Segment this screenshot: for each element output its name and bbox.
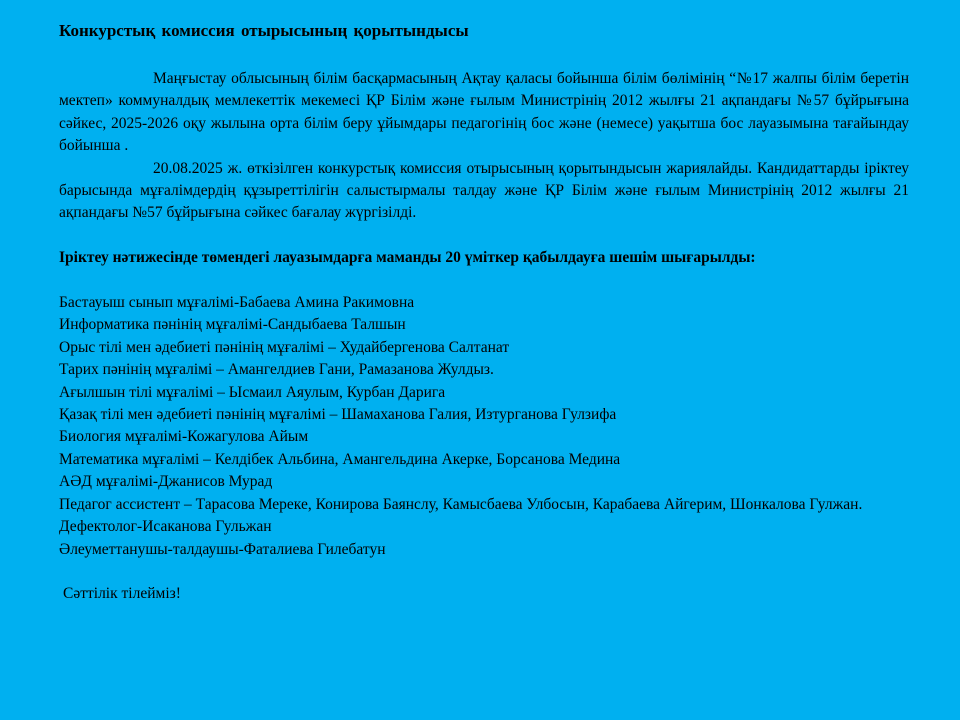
list-item: Бастауыш сынып мұғалімі-Бабаева Амина Ракимовна bbox=[59, 294, 415, 312]
list-item: Информатика пәнінің мұғалімі-Сандыбаева Талшын bbox=[59, 316, 406, 334]
list-item: Математика мұғалімі – Келдібек Альбина, Амангельдина Акерке, Борсанова Медина bbox=[59, 450, 621, 468]
decision-statement: Іріктеу нәтижесінде төмендегі лауазымдарға маманды 20 үміткер қабылдауға шешім шығарылды: bbox=[59, 249, 756, 267]
appointment-list bbox=[59, 292, 909, 561]
announcement-paragraph: 20.08.2025 ж. өткізілген конкурстық комиссия отырысының қорытындысын жариялайды. Кандидаттарды іріктеу барысында мұғалімдердің құзыреттілігін салыстырмалы талдау және ҚР Білім және ғылым Министрінің 2012 жылғы 21 ақпандағы №57 бұйрығына сәйкес бағалау жүргізілді. bbox=[59, 159, 909, 222]
spacer bbox=[59, 225, 909, 247]
list-item: АӘД мұғалімі-Джанисов Мурад bbox=[59, 473, 273, 491]
list-item: Тарих пәнінің мұғалімі – Амангелдиев Гани, Рамазанова Жулдыз. bbox=[59, 361, 494, 379]
document-body bbox=[59, 68, 909, 606]
list-item: Дефектолог-Исаканова Гульжан bbox=[59, 518, 272, 536]
list-item: Қазақ тілі мен әдебиеті пәнінің мұғалімі – Шамаханова Галия, Изтурганова Гулзифа bbox=[59, 406, 617, 424]
intro-paragraph: Маңғыстау облысының білім басқармасының Ақтау қаласы бойынша білім бөлімінің “№17 жалпы білім беретін мектеп» коммуналдық мемлекеттік мекемесі ҚР Білім және ғылым Министрінің 2012 жылғы 21 ақпандағы №57 бұйрығына сәйкес, 2025-2026 оқу жылына орта білім беру ұйымдары педагогінің бос және (немесе) уақытша бос лауазымына тағайындау бойынша . bbox=[59, 70, 909, 155]
spacer bbox=[59, 270, 909, 292]
document-title: Конкурстық комиссия отырысының қорытындысы bbox=[59, 21, 469, 40]
list-item: Орыс тілі мен әдебиеті пәнінің мұғалімі – Худайбергенова Салтанат bbox=[59, 338, 510, 356]
closing-wish: Сәттілік тілейміз! bbox=[63, 585, 181, 603]
list-item: Педагог ассистент – Тарасова Мереке, Конирова Баянслу, Камысбаева Улбосын, Карабаева Айгерим, Шонкалова Гулжан. bbox=[59, 495, 863, 513]
spacer bbox=[59, 561, 909, 583]
list-item: Ағылшын тілі мұғалімі – Ысмаил Аяулым, Курбан Дарига bbox=[59, 383, 446, 401]
list-item: Әлеуметтанушы-талдаушы-Фаталиева Гилебатун bbox=[59, 540, 386, 558]
list-item: Биология мұғалімі-Кожагулова Айым bbox=[59, 428, 309, 446]
